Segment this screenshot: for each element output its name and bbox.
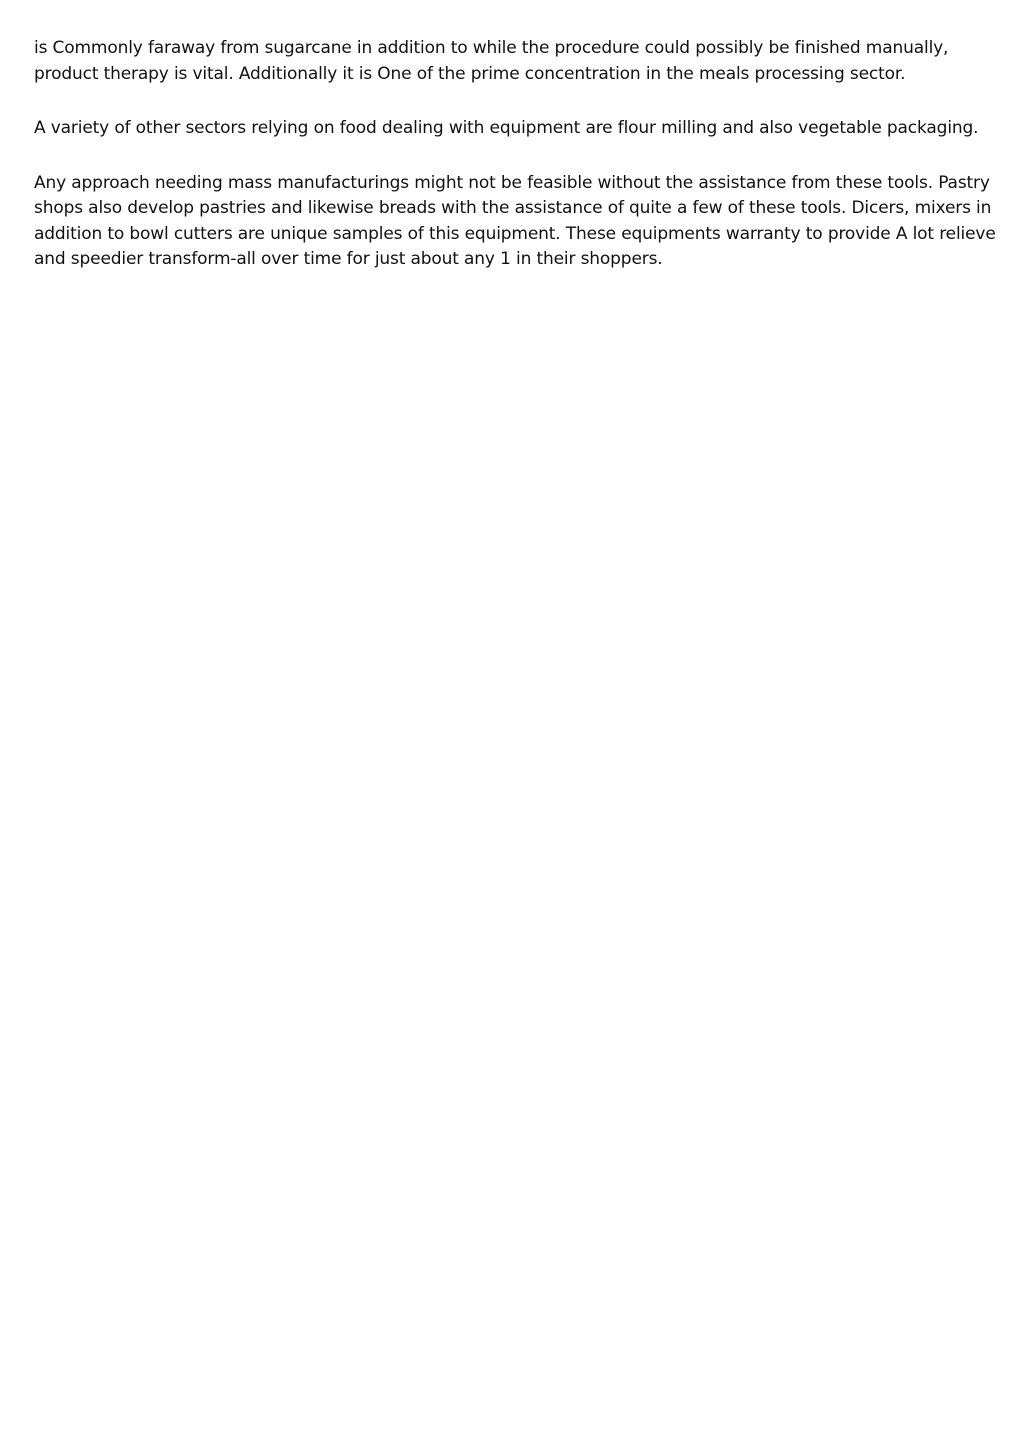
paragraph-3: Any approach needing mass manufacturings might not be feasible without the assistance from these tools. Pastry shops also develop pastries and likewise breads with the assistance of quite a few of these tools. Dicers, mixers in addition to bowl cutters are unique samples of this equipment. These equipments warranty to provide A lot relieve and speedier transform-all over time for just about any 1 in their shoppers. <box>34 172 996 269</box>
paragraph-1: is Commonly faraway from sugarcane in addition to while the procedure could possibly be finished manually, product therapy is vital. Additionally it is One of the prime concentration in the meals processing sector. <box>34 38 949 84</box>
paragraph-2: A variety of other sectors relying on food dealing with equipment are flour milling and also vegetable packaging. <box>34 118 979 138</box>
document-body <box>34 36 996 302</box>
